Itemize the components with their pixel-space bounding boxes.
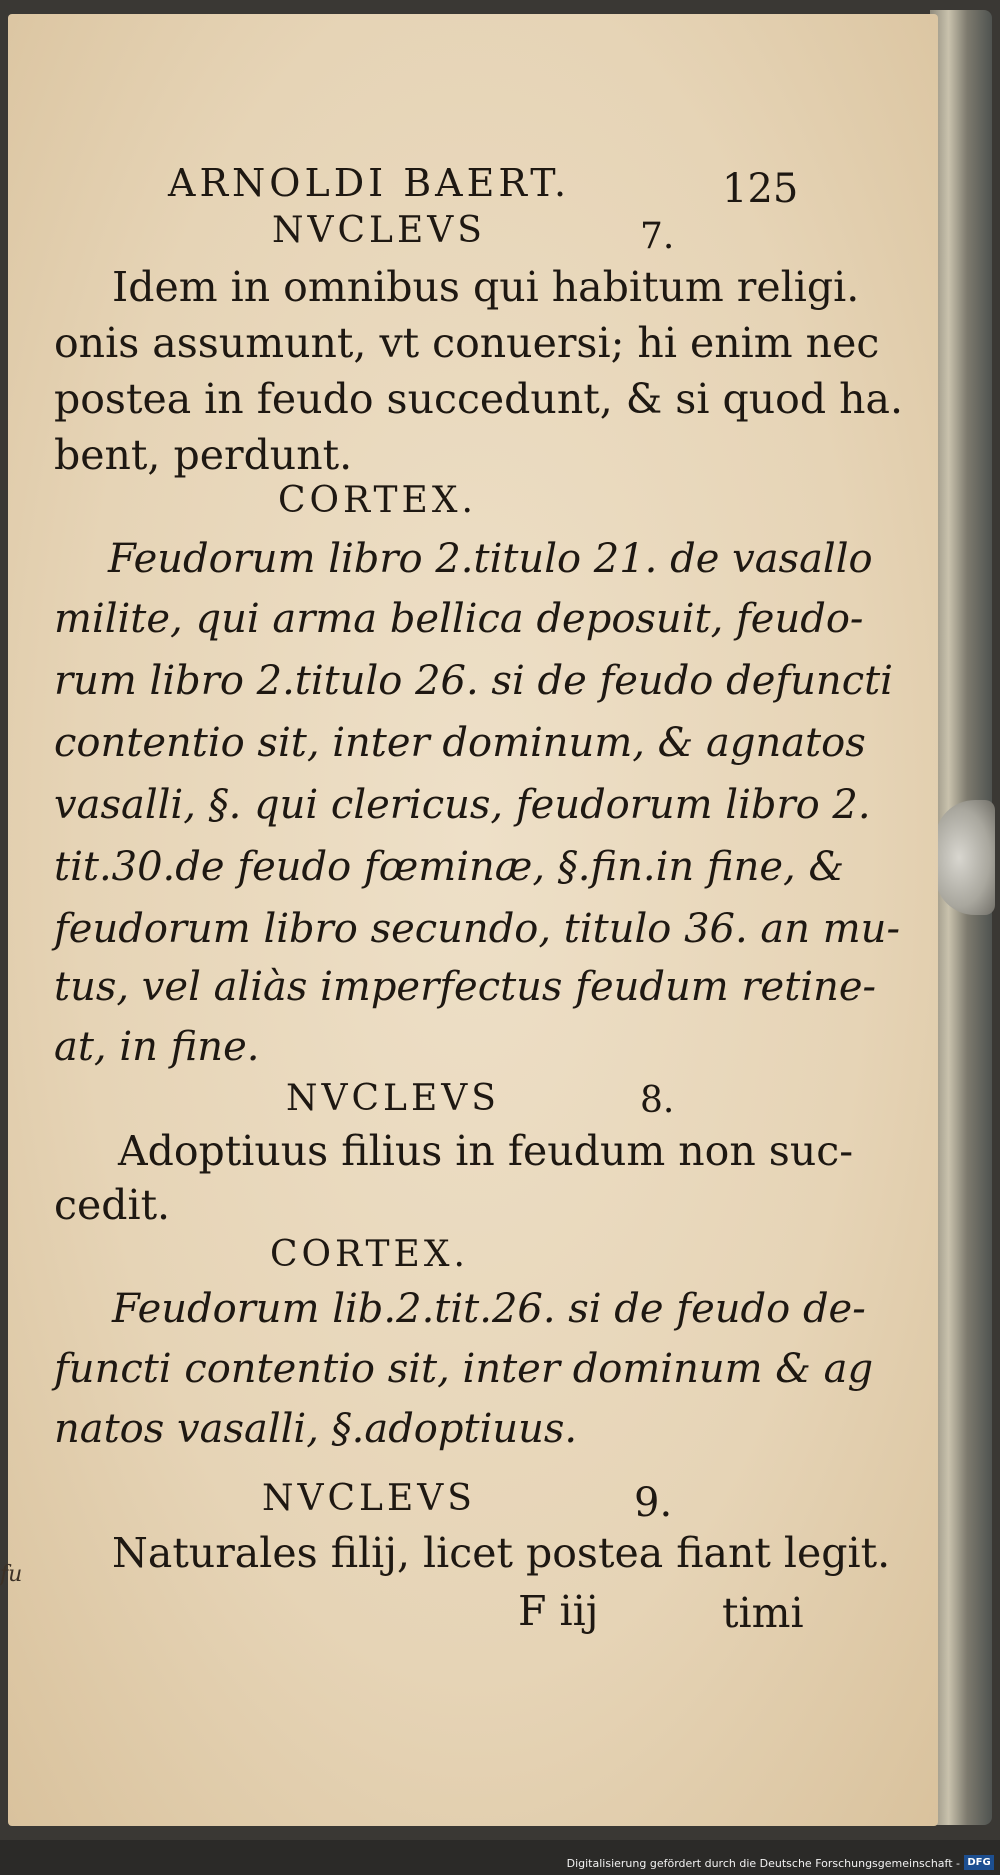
citation-line: at, in fine.: [54, 1024, 260, 1070]
section-number: 8.: [640, 1080, 675, 1121]
body-line: Idem in omnibus qui habitum religi.: [112, 263, 860, 311]
citation-line: milite, qui arma bellica deposuit, feudo-: [54, 596, 864, 642]
section-heading-nucleus: NVCLEVS: [262, 1478, 476, 1519]
body-line: onis assumunt, vt conuersi; hi enim nec: [54, 319, 880, 367]
citation-line: tus, vel aliàs imperfectus feudum retine-: [54, 964, 877, 1010]
section-heading-nucleus: NVCLEVS: [272, 210, 486, 251]
section-number: 7.: [640, 216, 675, 257]
citation-line: vasalli, §. qui clericus, feudorum libro 2.: [54, 782, 871, 828]
dfg-logo: DFG: [964, 1855, 994, 1870]
section-heading-nucleus: NVCLEVS: [286, 1078, 500, 1119]
body-line: Naturales filij, licet postea fiant legit.: [112, 1529, 891, 1577]
running-title: ARNOLDI BAERT.: [168, 161, 571, 205]
section-heading-cortex: CORTEX.: [278, 480, 477, 521]
body-line: cedit.: [54, 1181, 171, 1229]
catchword: timi: [722, 1589, 804, 1637]
citation-line: tit.30.de feudo fœminæ, §.fin.in fine, &: [54, 844, 845, 890]
citation-line: contentio sit, inter dominum, & agnatos: [54, 720, 866, 766]
citation-line: natos vasalli, §.adoptiuus.: [54, 1406, 578, 1452]
page-number: 125: [722, 166, 799, 212]
citation-line: feudorum libro secundo, titulo 36. an mu-: [54, 906, 900, 952]
section-heading-cortex: CORTEX.: [270, 1234, 469, 1275]
citation-line: Feudorum lib.2.tit.26. si de feudo de-: [112, 1286, 866, 1332]
section-number: 9.: [634, 1480, 673, 1526]
citation-line: functi contentio sit, inter dominum & ag: [54, 1346, 874, 1392]
signature-mark: F iij: [518, 1587, 599, 1635]
body-line: Adoptiuus filius in feudum non suc-: [118, 1127, 854, 1175]
margin-bleed-text: fu: [0, 1562, 23, 1587]
digitization-note: Digitalisierung gefördert durch die Deutsche Forschungsgemeinschaft -: [566, 1857, 960, 1870]
body-line: bent, perdunt.: [54, 431, 353, 479]
citation-line: Feudorum libro 2.titulo 21. de vasallo: [108, 536, 873, 582]
citation-line: rum libro 2.titulo 26. si de feudo defuncti: [54, 658, 893, 704]
body-line: postea in feudo succedunt, & si quod ha.: [54, 375, 903, 423]
